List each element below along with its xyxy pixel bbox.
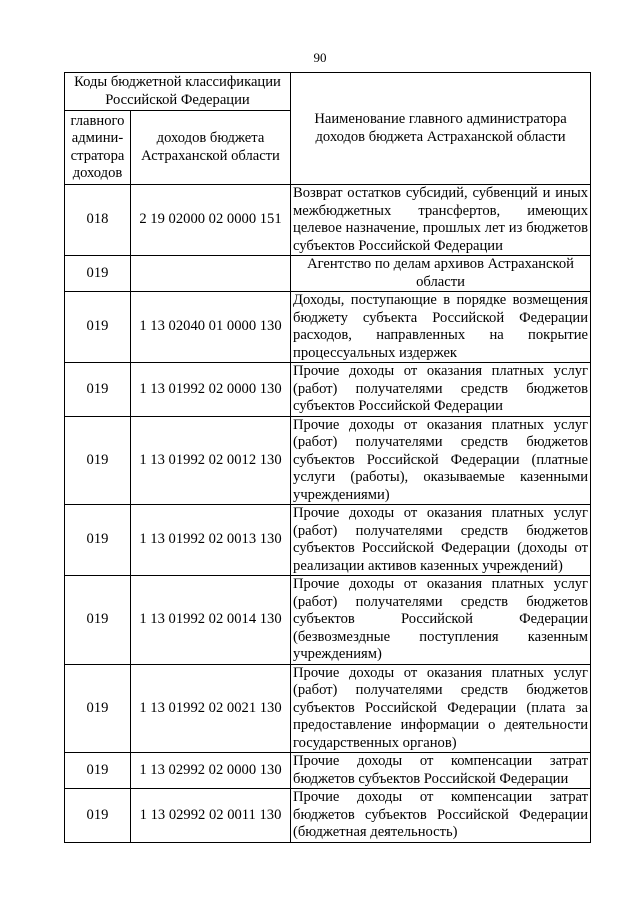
income-code-cell: 1 13 02992 02 0000 130: [131, 753, 291, 789]
header-row-group: [65, 73, 591, 111]
income-name-cell: Прочие доходы от оказания платных услуг (работ) получателями средств бюджетов субъектов Российской Федерации (безвозмездные поступления казенным учреждениям): [291, 576, 591, 665]
header-income-code-column: доходов бюджета Астраханской области: [131, 111, 291, 185]
table-row: [65, 664, 591, 753]
table-row: [65, 363, 591, 417]
admin-code-cell: 019: [65, 753, 131, 789]
income-code-cell: 1 13 02040 01 0000 130: [131, 292, 291, 363]
admin-code-cell: 019: [65, 789, 131, 843]
income-code-cell: 2 19 02000 02 0000 151: [131, 185, 291, 256]
header-admin-code-column: главного админи-стратора доходов: [65, 111, 131, 185]
admin-code-cell: 019: [65, 576, 131, 665]
income-name-cell: Прочие доходы от компенсации затрат бюджетов субъектов Российской Федерации (бюджетная деятельность): [291, 789, 591, 843]
income-code-cell: 1 13 01992 02 0014 130: [131, 576, 291, 665]
income-code-cell: 1 13 02992 02 0011 130: [131, 789, 291, 843]
table-row: [65, 505, 591, 576]
header-name-column: Наименование главного администратора доходов бюджета Астраханской области: [291, 73, 591, 185]
table-row: [65, 292, 591, 363]
table-body: [65, 185, 591, 843]
admin-code-cell: 019: [65, 416, 131, 505]
budget-classification-table: [64, 72, 591, 843]
income-code-cell: 1 13 01992 02 0000 130: [131, 363, 291, 417]
table-row: [65, 256, 591, 292]
table-row: [65, 753, 591, 789]
income-name-cell: Прочие доходы от оказания платных услуг (работ) получателями средств бюджетов субъектов Российской Федерации (доходы от реализации активов казенных учреждений): [291, 505, 591, 576]
admin-code-cell: 019: [65, 256, 131, 292]
header-group-label: Коды бюджетной классификации Российской Федерации: [65, 73, 291, 111]
income-code-cell: 1 13 01992 02 0013 130: [131, 505, 291, 576]
admin-code-cell: 019: [65, 505, 131, 576]
table-header: [65, 73, 591, 185]
table-row: [65, 185, 591, 256]
income-code-cell: [131, 256, 291, 292]
table-row: [65, 789, 591, 843]
income-name-cell: Доходы, поступающие в порядке возмещения бюджету субъекта Российской Федерации расходов, направленных на покрытие процессуальных издержек: [291, 292, 591, 363]
income-name-cell: Прочие доходы от компенсации затрат бюджетов субъектов Российской Федерации: [291, 753, 591, 789]
income-name-cell: Прочие доходы от оказания платных услуг (работ) получателями средств бюджетов субъектов Российской Федерации: [291, 363, 591, 417]
income-name-cell: Прочие доходы от оказания платных услуг (работ) получателями средств бюджетов субъектов Российской Федерации (плата за предоставление информации о деятельности государственных органов): [291, 664, 591, 753]
table-row: [65, 576, 591, 665]
admin-code-cell: 019: [65, 363, 131, 417]
admin-code-cell: 019: [65, 664, 131, 753]
income-name-cell: Возврат остатков субсидий, субвенций и иных межбюджетных трансфертов, имеющих целевое назначение, прошлых лет из бюджетов субъектов Российской Федерации: [291, 185, 591, 256]
income-code-cell: 1 13 01992 02 0012 130: [131, 416, 291, 505]
table-row: [65, 416, 591, 505]
income-code-cell: 1 13 01992 02 0021 130: [131, 664, 291, 753]
admin-code-cell: 018: [65, 185, 131, 256]
income-name-cell: Прочие доходы от оказания платных услуг (работ) получателями средств бюджетов субъектов Российской Федерации (платные услуги (работы), оказываемые казенными учреждениями): [291, 416, 591, 505]
agency-name-cell: Агентство по делам архивов Астраханской области: [291, 256, 591, 292]
admin-code-cell: 019: [65, 292, 131, 363]
page-number: 90: [313, 50, 327, 65]
